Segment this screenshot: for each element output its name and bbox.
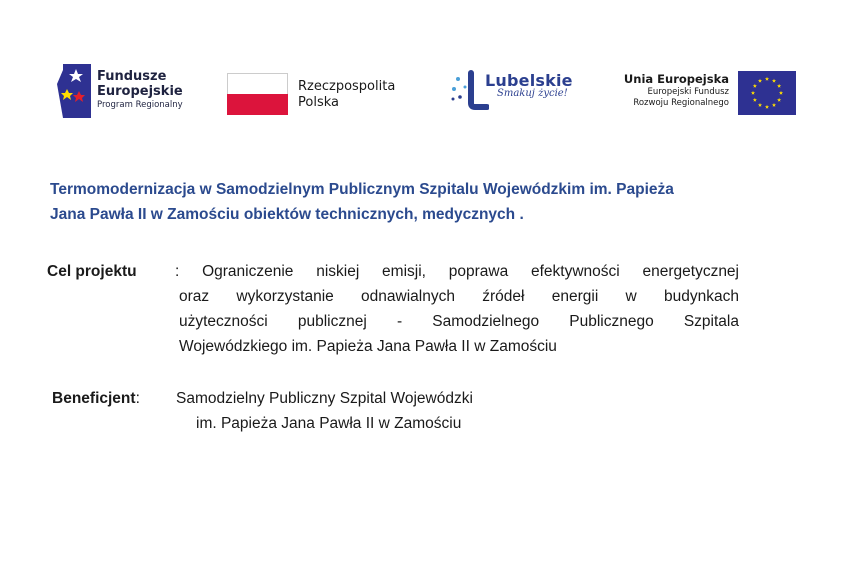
title-line1: Termomodernizacja w Samodzielnym Publicznym Szpitalu Wojewódzkim im. Papieża — [50, 181, 674, 198]
beneficjent-label: Beneficjent — [52, 390, 136, 407]
polish-flag-icon — [227, 73, 288, 115]
cel-line: : Ograniczenie niskiej emisji, poprawa efektywności energetycznej — [175, 263, 739, 280]
fundusze-europejskie-logo — [57, 64, 93, 122]
fundusze-line3: Program Regionalny — [97, 100, 183, 110]
cel-projektu-label: Cel projektu — [47, 263, 137, 280]
cel-line: Wojewódzkiego im. Papieża Jana Pawła II w Zamościu — [179, 338, 557, 355]
title-line2: Jana Pawła II w Zamościu obiektów technicznych, medycznych . — [50, 206, 524, 223]
logo-bar — [0, 0, 843, 130]
rzeczpospolita-line1: Rzeczpospolita — [298, 79, 396, 94]
rzeczpospolita-line2: Polska — [298, 95, 339, 110]
cel-projektu-text — [175, 259, 739, 359]
project-title — [50, 177, 810, 227]
eu-flag-icon — [738, 71, 796, 115]
beneficjent-line: Samodzielny Publiczny Szpital Wojewódzki — [176, 390, 473, 407]
fundusze-europejskie-text — [97, 69, 183, 111]
fundusze-line1: Fundusze — [97, 69, 167, 84]
unia-line1: Unia Europejska — [623, 72, 729, 86]
rzeczpospolita-text — [298, 79, 395, 111]
beneficjent-text — [176, 386, 596, 436]
lubelskie-text — [485, 71, 573, 99]
lubelskie-slogan: Smakuj życie! — [497, 88, 568, 99]
fundusze-line2: Europejskie — [97, 84, 183, 99]
fundusze-europejskie-emblem-icon — [57, 64, 93, 122]
lubelskie-name: Lubelskie — [485, 71, 573, 90]
beneficjent-label-wrap — [52, 386, 140, 411]
beneficjent-line: im. Papieża Jana Pawła II w Zamościu — [196, 415, 462, 432]
cel-line: użyteczności publicznej - Samodzielnego Publicznego Szpitala — [179, 313, 739, 330]
unia-line3: Rozwoju Regionalnego — [633, 98, 729, 108]
unia-line2: Europejski Fundusz — [647, 87, 729, 97]
beneficjent-separator: : — [135, 390, 140, 407]
lubelskie-emblem-icon — [449, 67, 489, 111]
cel-line: oraz wykorzystanie odnawialnych źródeł energii w budynkach — [179, 288, 739, 305]
unia-europejska-text — [624, 71, 729, 109]
